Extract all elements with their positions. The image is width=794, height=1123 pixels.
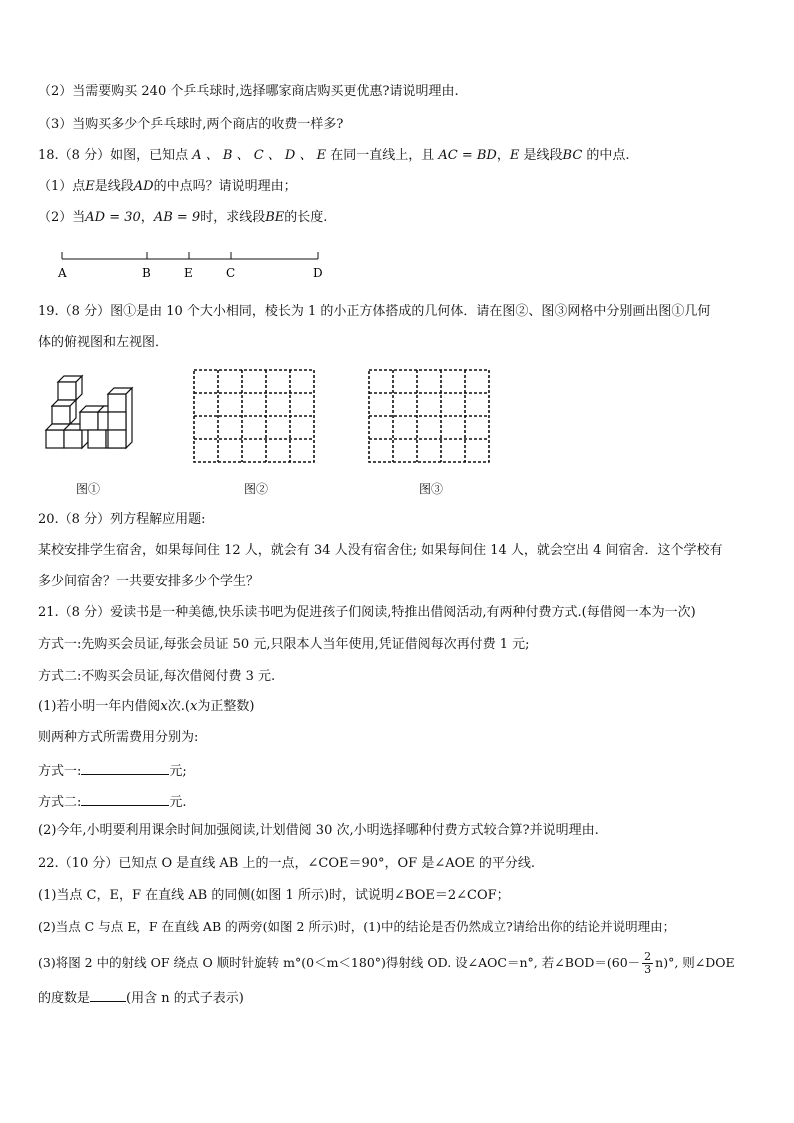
- q18-s2-c: 时，求线段: [200, 210, 266, 225]
- q18-s1-c: 的中点吗？请说明理由；: [153, 179, 297, 194]
- q18-s2-b: ，: [140, 210, 154, 225]
- q19-line2: 体的俯视图和左视图．: [38, 335, 169, 350]
- q21-head: 21.（8 分）爱读书是一种美德,快乐读书吧为促进孩子们阅读,特推出借阅活动,有两种付费方式.(每借阅一本为一次): [38, 605, 696, 620]
- point-c-label: C: [226, 266, 236, 280]
- q18-points: A 、 B 、 C 、 D 、 E: [192, 148, 327, 163]
- q17-part3: （3）当购买多少个乒乓球时,两个商店的收费一样多?: [38, 117, 344, 132]
- point-e-label: E: [184, 266, 193, 280]
- q18-comma: ，: [496, 148, 510, 163]
- q21-s1-c: 为正整数): [197, 699, 255, 714]
- q18-s1-b: 是线段: [94, 179, 134, 194]
- q17-part2: （2）当需要购买 240 个乒乓球时,选择哪家商店购买更优惠?请说明理由.: [38, 84, 459, 99]
- q18-tail: 是线段: [523, 148, 563, 163]
- q18-end: 的中点.: [586, 148, 630, 163]
- q18-sub2: [38, 209, 327, 227]
- figure-3-caption: 图③: [419, 482, 444, 496]
- q22-sub3-cont: [38, 988, 244, 1008]
- q18-point-e: E: [509, 148, 520, 163]
- q22-s3-a: (3)将图 2 中的射线 OF 绕点 O 顺时针旋转 m°(0＜m＜180°)得射线 OD. 设∠AOC＝n°, 若∠BOD＝(60－: [38, 955, 641, 970]
- q21-method2: 方式二:不购买会员证,每次借阅付费 3 元.: [38, 669, 276, 684]
- q21-s1-a: (1)若小明一年内借阅: [38, 699, 161, 714]
- q21-fill1-unit: 元;: [169, 764, 187, 779]
- q21-fill2-label: 方式二:: [38, 795, 82, 810]
- q18-head: 18.（8 分）如图，已知点: [38, 148, 189, 163]
- q18-segment-bc: BC: [562, 148, 583, 163]
- q21-fill2: [38, 792, 187, 812]
- q22-head: 22.（10 分）已知点 O 是直线 AB 上的一点，∠COE＝90°，OF 是∠AOE 的平分线.: [38, 856, 536, 871]
- q21-blank-2[interactable]: [81, 792, 169, 806]
- q18-sub1: [38, 178, 297, 196]
- q22-blank[interactable]: [90, 988, 126, 1002]
- q19-line1: 19.（8 分）图①是由 10 个大小相同，棱长为 1 的小正方体搭成的几何体．请在图②、图③网格中分别画出图①几何: [38, 304, 711, 319]
- q21-blank-1[interactable]: [81, 761, 169, 775]
- fraction-denominator: 3: [644, 963, 652, 976]
- q21-method1: 方式一:先购买会员证,每张会员证 50 元,只限本人当年使用,凭证借阅每次再付费 1 元;: [38, 637, 530, 652]
- point-a-label: A: [58, 266, 67, 280]
- q22-s3-b: n)°, 则∠DOE: [655, 955, 735, 970]
- q18-s1-ad: AD: [133, 179, 154, 194]
- grid-figure-2: [192, 368, 318, 466]
- q18-s2-ab: AB = 9: [153, 210, 201, 225]
- q22-s3-c: 的度数是: [38, 991, 91, 1006]
- q18-s2-d: 的长度.: [284, 210, 328, 225]
- q21-sub1: [38, 698, 254, 716]
- q22-sub2: (2)当点 C 与点 E，F 在直线 AB 的两旁(如图 2 所示)时，(1)中的结论是否仍然成立?请给出你的结论并说明理由；: [38, 919, 676, 934]
- figure-1-caption: 图①: [76, 482, 101, 496]
- q18-s1-a: （1）点: [38, 179, 86, 194]
- q20-head: 20.（8 分）列方程解应用题:: [38, 512, 206, 527]
- q21-fill2-unit: 元.: [169, 795, 187, 810]
- q21-fill1-label: 方式一:: [38, 764, 82, 779]
- q22-sub3: [38, 951, 735, 976]
- point-d-label: D: [313, 266, 323, 280]
- q20-line1: 某校安排学生宿舍，如果每间住 12 人，就会有 34 人没有宿舍住; 如果每间住 14 人，就会空出 4 间宿舍．这个学校有: [38, 543, 723, 558]
- q21-sub1-cost: 则两种方式所需费用分别为:: [38, 730, 199, 745]
- q22-sub1: (1)当点 C，E，F 在直线 AB 的同侧(如图 1 所示)时，试说明∠BOE＝2∠COF；: [38, 888, 510, 903]
- q20-line2: 多少间宿舍？一共要安排多少个学生？: [38, 574, 260, 589]
- q21-var-x: x: [160, 699, 168, 714]
- q18-s2-a: （2）当: [38, 210, 86, 225]
- q21-var-x2: x: [189, 699, 198, 714]
- cube-figure: [40, 372, 140, 472]
- q18-equation: AC = BD: [438, 148, 497, 163]
- q18-mid: 在同一直线上，且: [330, 148, 435, 163]
- q18-line-figure: [50, 244, 340, 284]
- q18-stem: [38, 147, 630, 165]
- fraction-numerator: 2: [644, 950, 652, 963]
- q21-s1-b: 次.(: [167, 699, 190, 714]
- figure-2-caption: 图②: [244, 482, 269, 496]
- q22-s3-d: (用含 n 的式子表示): [126, 991, 244, 1006]
- q18-s2-be: BE: [265, 210, 285, 225]
- q21-fill1: [38, 761, 187, 781]
- q21-sub2: (2)今年,小明要利用课余时间加强阅读,计划借阅 30 次,小明选择哪种付费方式较合算?并说明理由.: [38, 823, 599, 838]
- q22-fraction: [642, 951, 653, 976]
- grid-figure-3: [367, 368, 493, 466]
- q18-s2-ad: AD = 30: [85, 210, 141, 225]
- q18-s1-e: E: [85, 179, 95, 194]
- point-b-label: B: [142, 266, 151, 280]
